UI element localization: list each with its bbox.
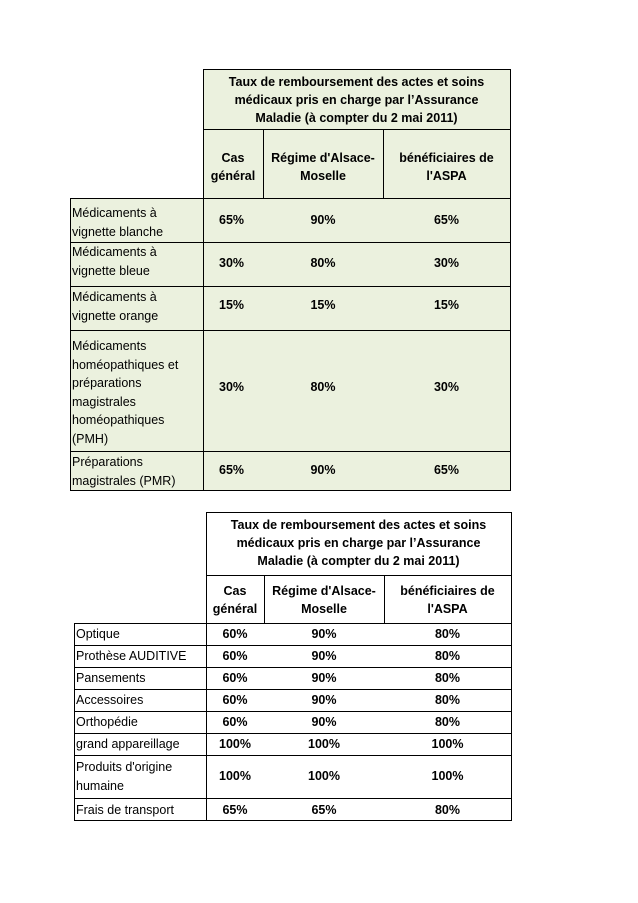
table2-col-header-cas-general: Cas général bbox=[212, 584, 258, 616]
table2-cell: 80% bbox=[434, 803, 461, 817]
table2-border bbox=[74, 798, 512, 799]
table1-cell: 15% bbox=[219, 298, 245, 312]
table1-border bbox=[510, 69, 511, 491]
table1-cell: 90% bbox=[310, 463, 336, 477]
table1-cell: 80% bbox=[310, 380, 336, 394]
table1-cell: 65% bbox=[433, 463, 460, 477]
table2-border bbox=[264, 575, 265, 623]
table1-col-header-alsace-moselle: Régime d'Alsace- Moselle bbox=[271, 151, 375, 183]
table2-cell: 80% bbox=[434, 671, 461, 685]
table2-cell: 90% bbox=[311, 649, 337, 663]
table2-row-label-grand-appareillage: grand appareillage bbox=[76, 737, 180, 751]
table1-border bbox=[70, 330, 511, 331]
table1-border bbox=[70, 490, 511, 491]
table1-border bbox=[70, 242, 511, 243]
table2-cell: 80% bbox=[434, 693, 461, 707]
table2-title: Taux de remboursement des actes et soins médicaux pris en charge par l’Assurance Maladie (à compter du 2 mai 2011) bbox=[230, 518, 487, 568]
table2-border bbox=[74, 755, 512, 756]
table2-cell: 100% bbox=[219, 769, 251, 783]
table1-border bbox=[70, 286, 511, 287]
table1-row-label-pmh: Médicaments homéopathiques et préparations magistrales homéopathiques (PMH) bbox=[72, 339, 179, 446]
table1-cell: 30% bbox=[219, 380, 245, 394]
table1-border bbox=[263, 129, 264, 198]
table2-cell: 80% bbox=[434, 715, 461, 729]
table2-border bbox=[74, 667, 512, 668]
table1-title: Taux de remboursement des actes et soins médicaux pris en charge par l’Assurance Maladie (à compter du 2 mai 2011) bbox=[228, 75, 485, 125]
table1-cell: 30% bbox=[433, 380, 460, 394]
table2-cell: 90% bbox=[311, 715, 337, 729]
table2-row-label-accessoires: Accessoires bbox=[76, 693, 144, 707]
table2-cell: 60% bbox=[222, 693, 248, 707]
table1-cell: 15% bbox=[310, 298, 336, 312]
table2-border bbox=[206, 512, 512, 513]
table1-border bbox=[203, 69, 511, 70]
table1-col-header-cas-general: Cas général bbox=[210, 151, 256, 183]
table2-border bbox=[206, 512, 207, 821]
table1-border bbox=[70, 451, 511, 452]
table1-cell: 90% bbox=[310, 213, 336, 227]
table1-row-label-vignette-bleue: Médicaments à vignette bleue bbox=[72, 245, 157, 278]
table2-border bbox=[74, 623, 512, 624]
table1-border bbox=[70, 198, 511, 199]
table2-cell: 100% bbox=[308, 737, 340, 751]
table2-border bbox=[74, 820, 512, 821]
table2-cell: 65% bbox=[311, 803, 337, 817]
table2-cell: 60% bbox=[222, 627, 248, 641]
table2-col-header-alsace-moselle: Régime d'Alsace- Moselle bbox=[272, 584, 376, 616]
table2-row-label-optique: Optique bbox=[76, 627, 120, 641]
table2-cell: 80% bbox=[434, 649, 461, 663]
table2-border bbox=[511, 512, 512, 821]
table1-col-header-aspa: bénéficiaires de l'ASPA bbox=[399, 151, 494, 183]
table2-cell: 60% bbox=[222, 649, 248, 663]
table2-border bbox=[74, 645, 512, 646]
table2-border bbox=[74, 711, 512, 712]
table2-border bbox=[74, 733, 512, 734]
table1-cell: 65% bbox=[219, 213, 245, 227]
table2-border bbox=[206, 575, 512, 576]
table2-row-label-frais-transport: Frais de transport bbox=[76, 803, 174, 817]
table1-border bbox=[70, 198, 71, 491]
table2-cell: 100% bbox=[219, 737, 251, 751]
table1-cell: 80% bbox=[310, 256, 336, 270]
table2-border bbox=[74, 689, 512, 690]
table1-row-label-vignette-orange: Médicaments à vignette orange bbox=[72, 290, 159, 323]
table2-cell: 80% bbox=[434, 627, 461, 641]
table2-row-label-orthopedie: Orthopédie bbox=[76, 715, 138, 729]
table2-cell: 90% bbox=[311, 693, 337, 707]
table1-row-label-pmr: Préparations magistrales (PMR) bbox=[72, 455, 176, 488]
table2-row-label-prothese-auditive: Prothèse AUDITIVE bbox=[76, 649, 187, 663]
table1-cell: 30% bbox=[219, 256, 245, 270]
table1-cell: 65% bbox=[433, 213, 460, 227]
table1-row-label-vignette-blanche: Médicaments à vignette blanche bbox=[72, 206, 164, 239]
table2-cell: 100% bbox=[308, 769, 340, 783]
table2-border bbox=[74, 623, 75, 821]
table1-border bbox=[203, 69, 204, 491]
table2-row-label-produits-origine-humaine: Produits d'origine humaine bbox=[76, 760, 173, 793]
table2-cell: 90% bbox=[311, 671, 337, 685]
table2-cell: 100% bbox=[431, 769, 464, 783]
table2-cell: 60% bbox=[222, 671, 248, 685]
table2-cell: 100% bbox=[431, 737, 464, 751]
table1-cell: 65% bbox=[219, 463, 245, 477]
table2-border bbox=[384, 575, 385, 623]
table1-border bbox=[203, 129, 511, 130]
table2-cell: 90% bbox=[311, 627, 337, 641]
table1-cell: 30% bbox=[433, 256, 460, 270]
table1-border bbox=[383, 129, 384, 198]
table2-cell: 60% bbox=[222, 715, 248, 729]
table2-row-label-pansements: Pansements bbox=[76, 671, 146, 685]
table1-cell: 15% bbox=[433, 298, 460, 312]
table2-cell: 65% bbox=[222, 803, 248, 817]
table2-col-header-aspa: bénéficiaires de l'ASPA bbox=[400, 584, 495, 616]
